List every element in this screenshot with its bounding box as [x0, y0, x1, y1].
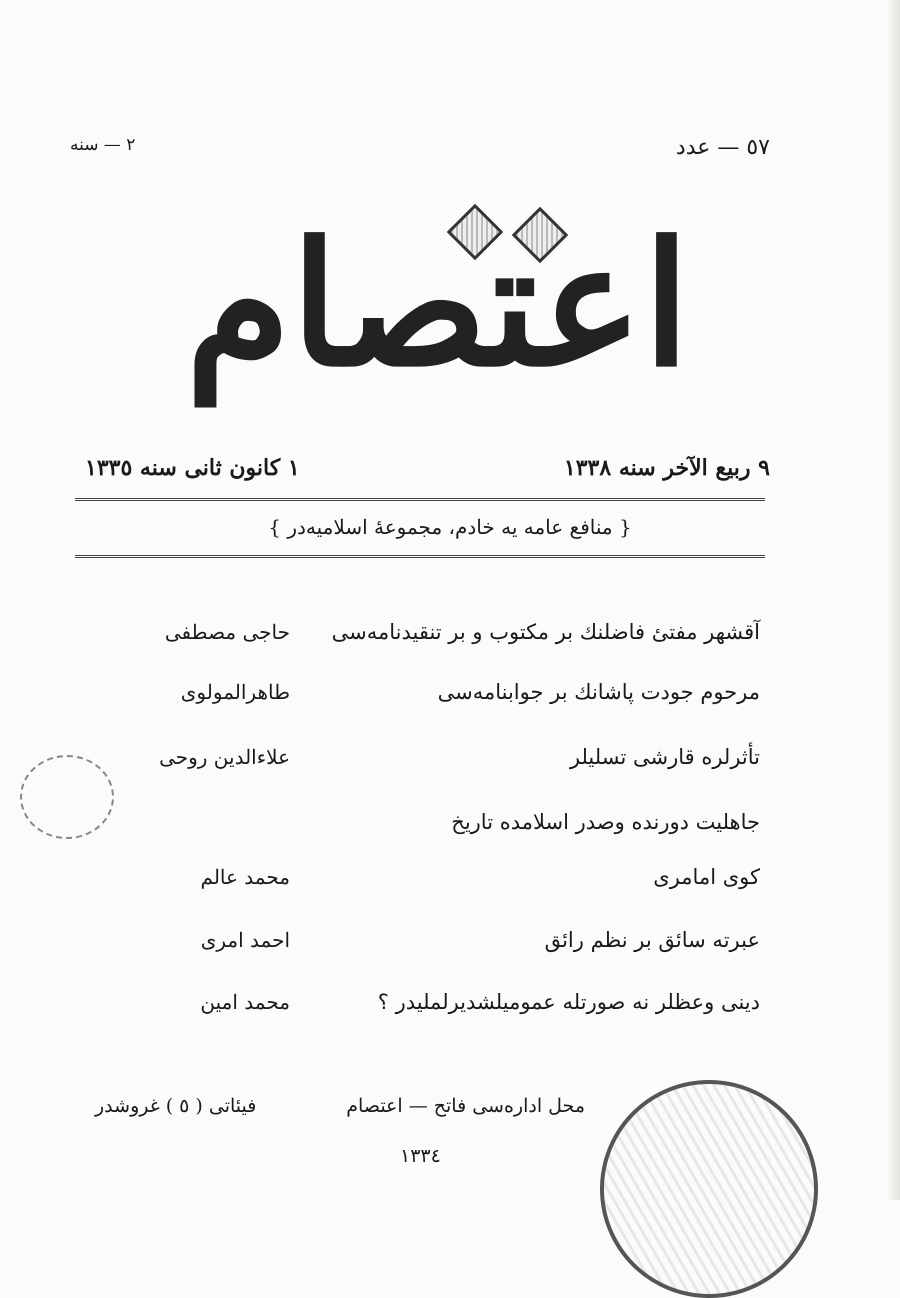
- divider: [75, 498, 765, 501]
- price: فیئاتی ( ٥ ) غروشدر: [95, 1095, 257, 1117]
- issue-number: ٥٧ — عدد: [675, 135, 770, 160]
- article-title: جاهلیت دورنده وصدر اسلامده تاریخ: [451, 810, 760, 834]
- year-number: ٢ — سنه: [70, 135, 136, 155]
- address: محل اداره‌سی فاتح — اعتصام: [346, 1095, 585, 1117]
- article-title: مرحوم جودت پاشانك بر جوابنامه‌سی: [437, 680, 760, 704]
- article-author: احمد امری: [200, 928, 290, 952]
- library-stamp: [600, 1080, 818, 1298]
- list-item: [60, 745, 760, 775]
- list-item: [60, 990, 760, 1020]
- article-author: علاءالدین روحی: [159, 745, 290, 769]
- masthead-title: اعتصام: [185, 205, 690, 405]
- article-title: تأثرلره قارشی تسلیلر: [569, 745, 760, 769]
- article-title: عبرته سائق بر نظم رائق: [544, 928, 760, 952]
- list-item: [60, 680, 760, 710]
- article-title: دینی وعظلر نه صورتله عمومیلشدیرلملیدر ؟: [377, 990, 760, 1014]
- article-author: حاجی مصطفی: [164, 620, 290, 644]
- list-item: [60, 620, 760, 650]
- page-edge: [886, 0, 900, 1200]
- list-item: [60, 865, 760, 895]
- article-author: محمد عالم: [200, 865, 290, 889]
- divider: [75, 555, 765, 558]
- article-title: آقشهر مفتئ فاضلنك بر مكتوب و بر تنقیدنامه‌سی: [331, 620, 760, 644]
- page-number: ١٣٣٤: [400, 1145, 441, 1167]
- list-item: [60, 928, 760, 958]
- list-item: [60, 810, 760, 840]
- article-title: كوی امامری: [653, 865, 760, 889]
- motto: { منافع عامه یه خادم، مجموعهٔ اسلامیه‌در }: [268, 515, 632, 539]
- library-stamp-small: [20, 755, 114, 839]
- article-author: طاهرالمولوی: [180, 680, 290, 704]
- article-author: محمد امین: [200, 990, 290, 1014]
- rumi-date: ١ كانون ثانی سنه ١٣٣٥: [85, 455, 300, 481]
- hijri-date: ٩ ربیع الآخر سنه ١٣٣٨: [563, 455, 770, 481]
